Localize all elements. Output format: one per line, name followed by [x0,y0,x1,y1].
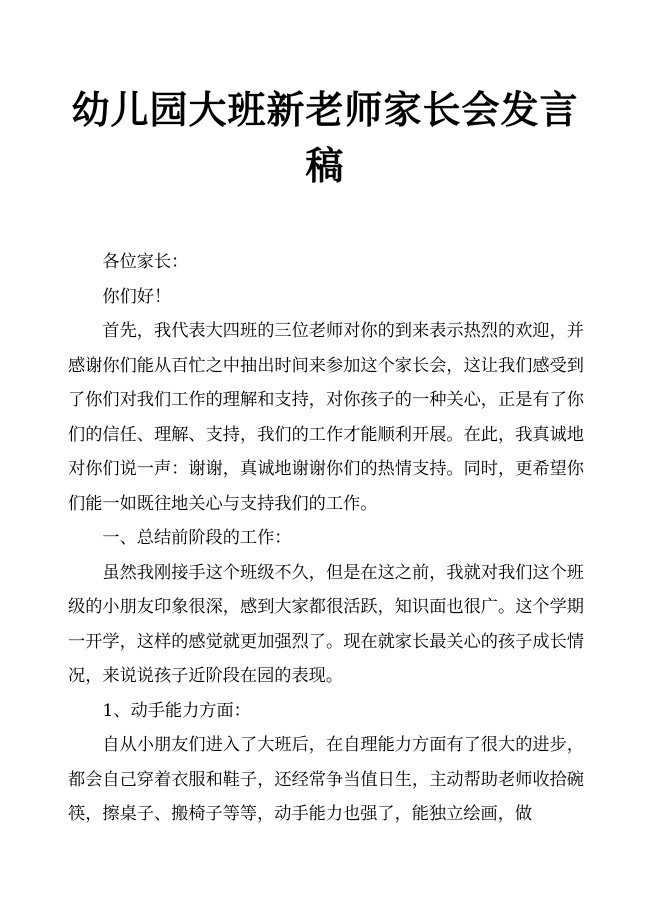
salutation: 各位家长： [102,252,189,272]
paragraph-welcome: 首先，我代表大四班的三位老师对你的到来表示热烈的欢迎，并感谢你们能从百忙之中抽出时间来参加这个家长会，这让我们感受到了你们对我们工作的理解和支持，对你孩子的一种关心，正是有了你们的信任、理解、支持，我们的工作才能顺利开展。在此，我真诚地对你们说一声：谢谢，真诚地谢谢你们的热情支持。同时，更希望你们能一如既往地关心与支持我们的工作。 [68,321,584,514]
paragraph-class-impression: 虽然我刚接手这个班级不久，但是在这之前，我就对我们这个班级的小朋友印象很深，感到大家都很活跃，知识面也很广。这个学期一开学，这样的感觉就更加强烈了。现在就家长最关心的孩子成长情况，来说说孩子近阶段在园的表现。 [68,562,584,686]
section-heading-summary: 一、总结前阶段的工作： [102,528,292,548]
paragraph-self-care: 自从小朋友们进入了大班后，在自理能力方面有了很大的进步，都会自己穿着衣服和鞋子，还经常争当值日生，主动帮助老师收拾碗筷，擦桌子、搬椅子等等，动手能力也强了，能独立绘画，做 [68,735,584,824]
greeting: 你们好！ [102,286,172,307]
subheading-hands-on-ability: 1、动手能力方面： [102,700,251,721]
document-body [68,245,584,832]
document-title: 幼儿园大班新老师家长会发言稿 [71,88,579,188]
